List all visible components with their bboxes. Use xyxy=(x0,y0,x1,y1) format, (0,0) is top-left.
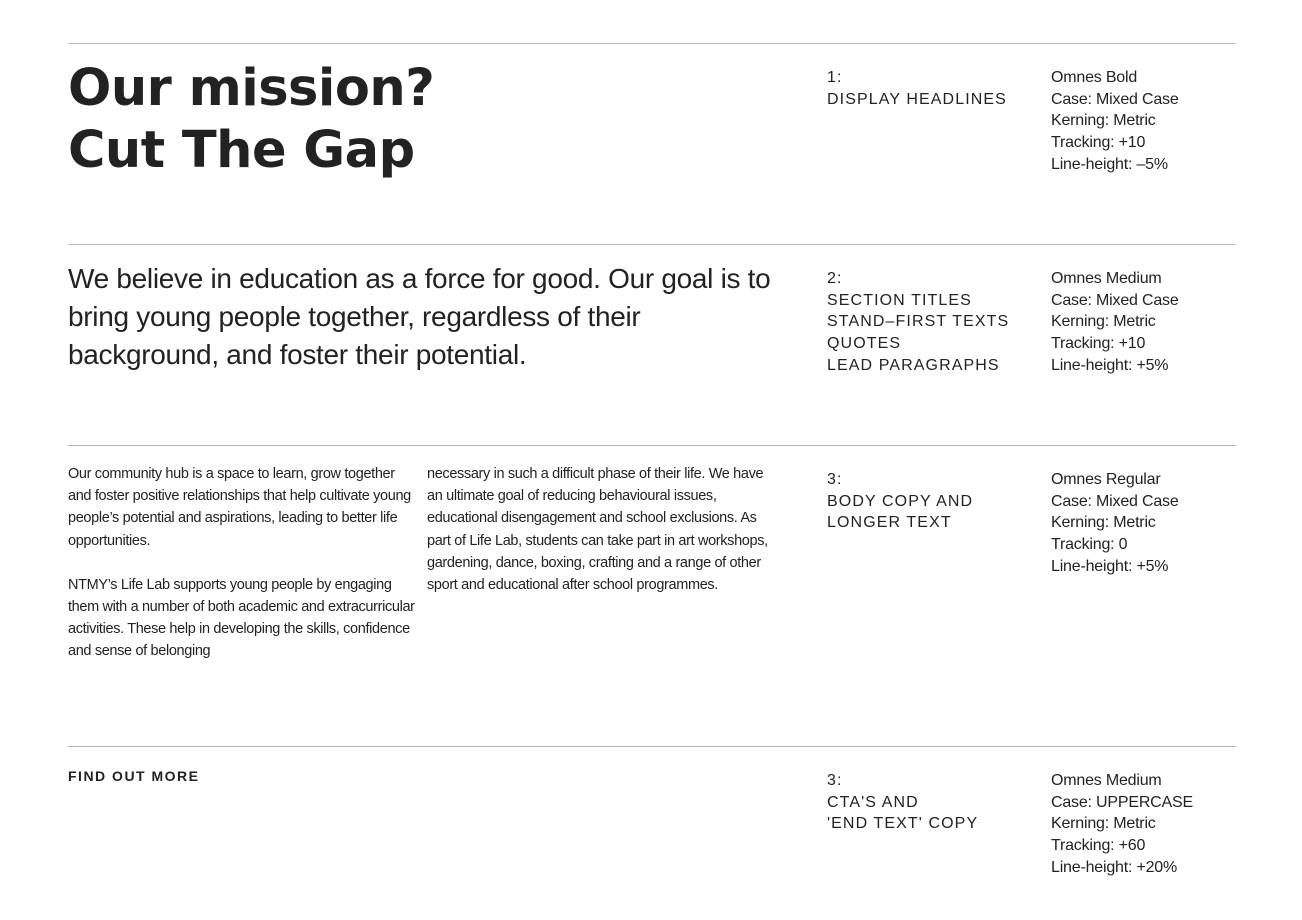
spec-kerning: Kerning: Metric xyxy=(1051,514,1156,532)
spec-case: Case: Mixed Case xyxy=(1051,291,1179,309)
spec-label-line: STAND–FIRST TEXTS xyxy=(827,313,1010,331)
spec-number: 1: xyxy=(827,69,843,86)
spec-label-line: SECTION TITLES xyxy=(827,291,972,309)
lead-paragraph: We believe in education as a force for good. Our goal is to bring young people together, regardless of their background, and foster their potential. xyxy=(68,263,771,370)
spec-line-height: Line-height: +5% xyxy=(1051,356,1169,374)
spec-tracking: Tracking: +10 xyxy=(1051,335,1146,353)
spec-number: 2: xyxy=(827,270,843,287)
spec-detail-body-copy xyxy=(1051,469,1236,578)
spec-label-line: DISPLAY HEADLINES xyxy=(827,90,1007,108)
spec-label-body-copy xyxy=(827,469,1037,534)
spec-number: 3: xyxy=(827,471,843,488)
spec-label-line: BODY COPY AND xyxy=(827,492,974,510)
spec-font: Omnes Medium xyxy=(1051,270,1162,287)
body-paragraph: NTMY’s Life Lab supports young people by engaging them with a number of both academic and extracurricular activities. These help in developing the skills, confidence and sense of belonging xyxy=(68,576,415,660)
body-copy-column-1 xyxy=(68,463,416,663)
spec-font: Omnes Bold xyxy=(1051,69,1138,86)
spec-detail-section-titles xyxy=(1051,268,1236,377)
divider-rule-1 xyxy=(68,43,1236,44)
spec-label-cta xyxy=(827,770,1037,835)
spec-label-line: LEAD PARAGRAPHS xyxy=(827,356,1000,374)
spec-number: 3: xyxy=(827,772,843,789)
spec-case: Case: UPPERCASE xyxy=(1051,793,1193,811)
divider-rule-3 xyxy=(68,445,1236,446)
headline-line-2: Cut The Gap xyxy=(68,121,415,180)
spec-tracking: Tracking: 0 xyxy=(1051,536,1128,554)
spec-label-display-headlines xyxy=(827,67,1037,110)
spec-line-height: Line-height: –5% xyxy=(1051,155,1168,173)
body-paragraph: Our community hub is a space to learn, grow together and foster positive relationships that help cultivate young people’s potential and aspirations, leading to better life opportunities. xyxy=(68,466,411,549)
spec-kerning: Kerning: Metric xyxy=(1051,313,1156,331)
body-paragraph: necessary in such a difficult phase of their life. We have an ultimate goal of reducing behavioural issues, educational disengagement and school exclusions. As part of Life Lab, students can take part in art workshops, gardening, dance, boxing, crafting and a range of other sport and educational after school programmes. xyxy=(427,466,768,594)
headline-line-1: Our mission? xyxy=(68,59,435,118)
spec-label-line: LONGER TEXT xyxy=(827,514,952,532)
spec-kerning: Kerning: Metric xyxy=(1051,112,1156,130)
spec-label-section-titles xyxy=(827,268,1037,377)
spec-font: Omnes Medium xyxy=(1051,772,1162,789)
spec-label-line: QUOTES xyxy=(827,335,902,353)
spec-detail-display-headlines xyxy=(1051,67,1236,176)
divider-rule-2 xyxy=(68,244,1236,245)
divider-rule-4 xyxy=(68,746,1236,747)
spec-label-line: CTA'S AND xyxy=(827,793,919,811)
display-headline xyxy=(68,58,434,182)
find-out-more-link[interactable]: FIND OUT MORE xyxy=(68,768,200,784)
spec-detail-cta xyxy=(1051,770,1236,879)
spec-kerning: Kerning: Metric xyxy=(1051,815,1156,833)
spec-label-line: 'END TEXT' COPY xyxy=(827,815,979,833)
spec-line-height: Line-height: +5% xyxy=(1051,557,1169,575)
spec-font: Omnes Regular xyxy=(1051,471,1161,488)
spec-tracking: Tracking: +10 xyxy=(1051,134,1146,152)
spec-case: Case: Mixed Case xyxy=(1051,90,1179,108)
spec-tracking: Tracking: +60 xyxy=(1051,837,1146,855)
spec-case: Case: Mixed Case xyxy=(1051,492,1179,510)
spec-line-height: Line-height: +20% xyxy=(1051,858,1178,876)
body-copy-column-2 xyxy=(427,463,772,596)
